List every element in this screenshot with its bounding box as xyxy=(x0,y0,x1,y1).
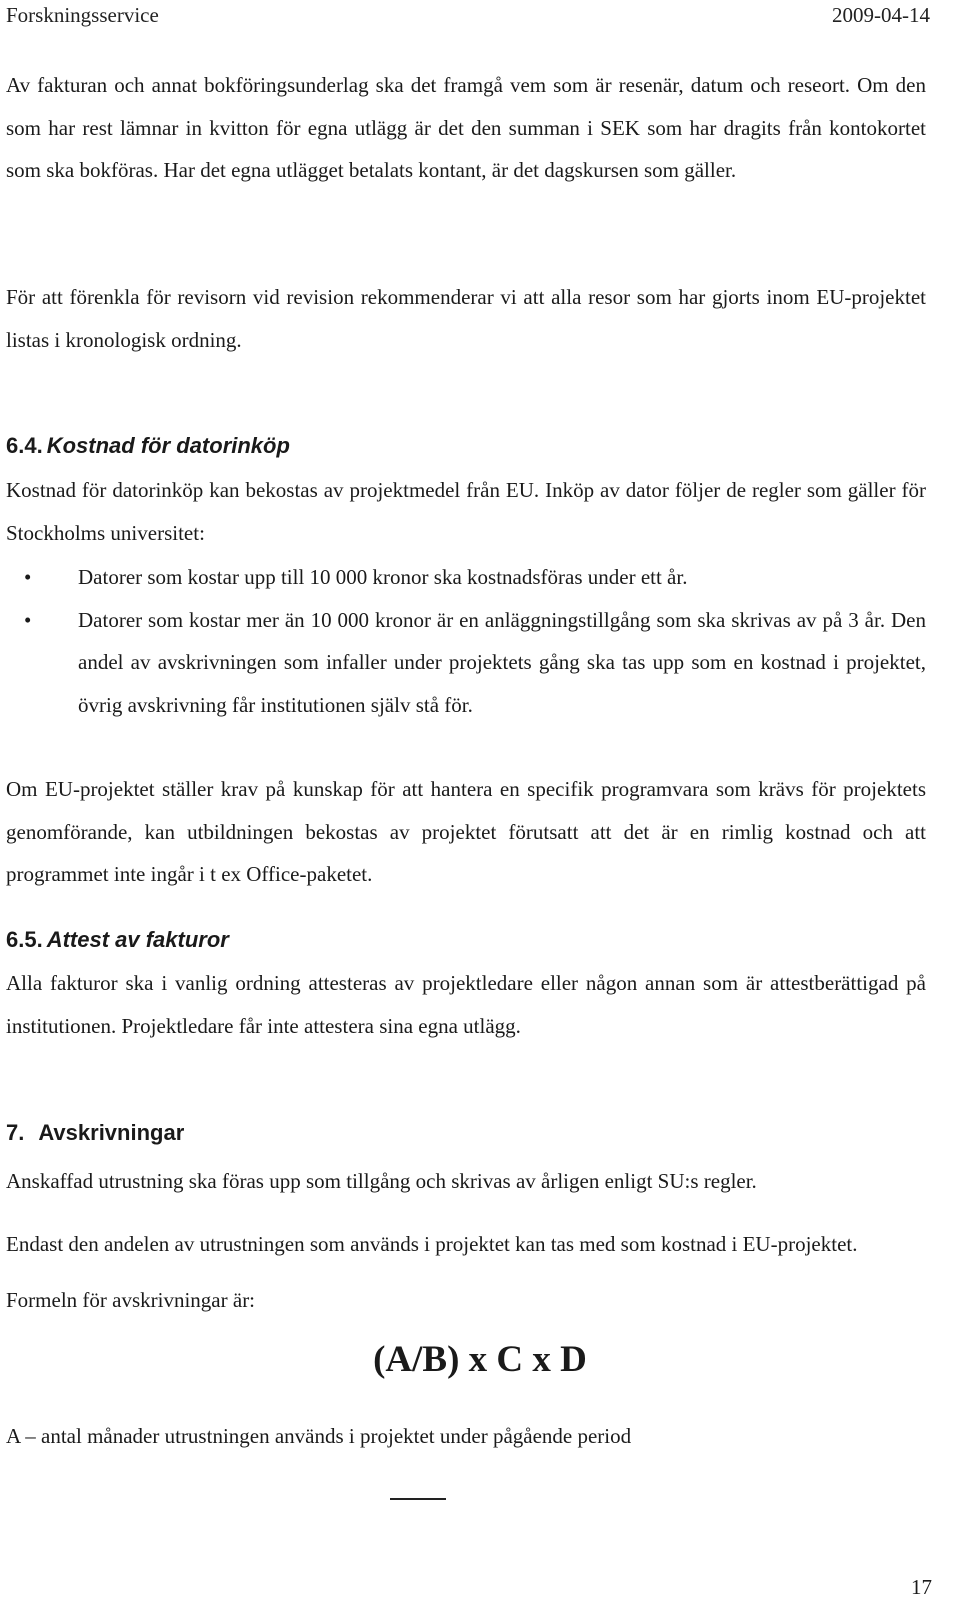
header-organization: Forskningsservice xyxy=(6,2,159,27)
heading-7-number: 7. xyxy=(6,1120,25,1145)
heading-7 xyxy=(6,1118,184,1148)
paragraph-chronological-list: För att förenkla för revisorn vid revision rekommenderar vi att alla resor som har gjorts inom EU-projektet listas i kronologisk ordning. xyxy=(6,285,926,352)
heading-6-4 xyxy=(6,431,290,461)
page-number: 17 xyxy=(911,1575,932,1599)
heading-6-4-number: 6.4. xyxy=(6,433,43,458)
heading-6-4-title: Kostnad för datorinköp xyxy=(46,433,290,458)
heading-6-5 xyxy=(6,925,229,955)
paragraph-receipts: Av fakturan och annat bokföringsunderlag ska det framgå vem som är resenär, datum och reseort. Om den som har rest lämnar in kvitton för egna utlägg är det den summan i SEK som har dragits från kontokortet som ska bokföras. Har det egna utlägget betalats kontant, är det dagskursen som gäller. xyxy=(6,73,926,182)
header-date: 2009-04-14 xyxy=(832,2,930,27)
list-item xyxy=(6,556,926,599)
horizontal-rule xyxy=(390,1498,446,1500)
list-item-text: Datorer som kostar upp till 10 000 kronor ska kostnadsföras under ett år. xyxy=(78,565,688,589)
paragraph-computer-purchase: Kostnad för datorinköp kan bekostas av projektmedel från EU. Inköp av dator följer de regler som gäller för Stockholms universitet: xyxy=(6,478,926,545)
page-header xyxy=(6,0,930,30)
computer-rules-list xyxy=(6,556,926,726)
heading-7-title: Avskrivningar xyxy=(38,1120,185,1145)
heading-6-5-title: Attest av fakturor xyxy=(46,927,229,952)
paragraph-variable-a: A – antal månader utrustningen används i projektet under pågående period xyxy=(6,1424,632,1448)
bullet-icon: • xyxy=(24,607,32,632)
list-item xyxy=(6,599,926,727)
paragraph-training: Om EU-projektet ställer krav på kunskap för att hantera en specifik programvara som krävs för projektets genomförande, kan utbildningen bekostas av projektet förutsatt att det är en rimlig kostnad och att programmet inte ingår i t ex Office-paketet. xyxy=(6,777,926,886)
list-item-text: Datorer som kostar mer än 10 000 kronor är en anläggningstillgång som ska skrivas av på 3 år. Den andel av avskrivningen som infaller under projektets gång ska tas upp som en kostnad i projektet, övrig avskrivning får institutionen själv stå för. xyxy=(78,607,926,717)
heading-6-5-number: 6.5. xyxy=(6,927,43,952)
depreciation-formula: (A/B) x C x D xyxy=(373,1339,587,1380)
paragraph-invoice-attest: Alla fakturor ska i vanlig ordning attesteras av projektledare eller någon annan som är attestberättigad på institutionen. Projektledare får inte attestera sina egna utlägg. xyxy=(6,971,926,1038)
paragraph-formula-intro: Endast den andelen av utrustningen som används i projektet kan tas med som kostnad i EU-projektet. Formeln för avskrivningar är: xyxy=(6,1232,858,1312)
bullet-icon: • xyxy=(24,565,32,589)
paragraph-equipment: Anskaffad utrustning ska föras upp som tillgång och skrivas av årligen enligt SU:s regler. xyxy=(6,1169,757,1193)
